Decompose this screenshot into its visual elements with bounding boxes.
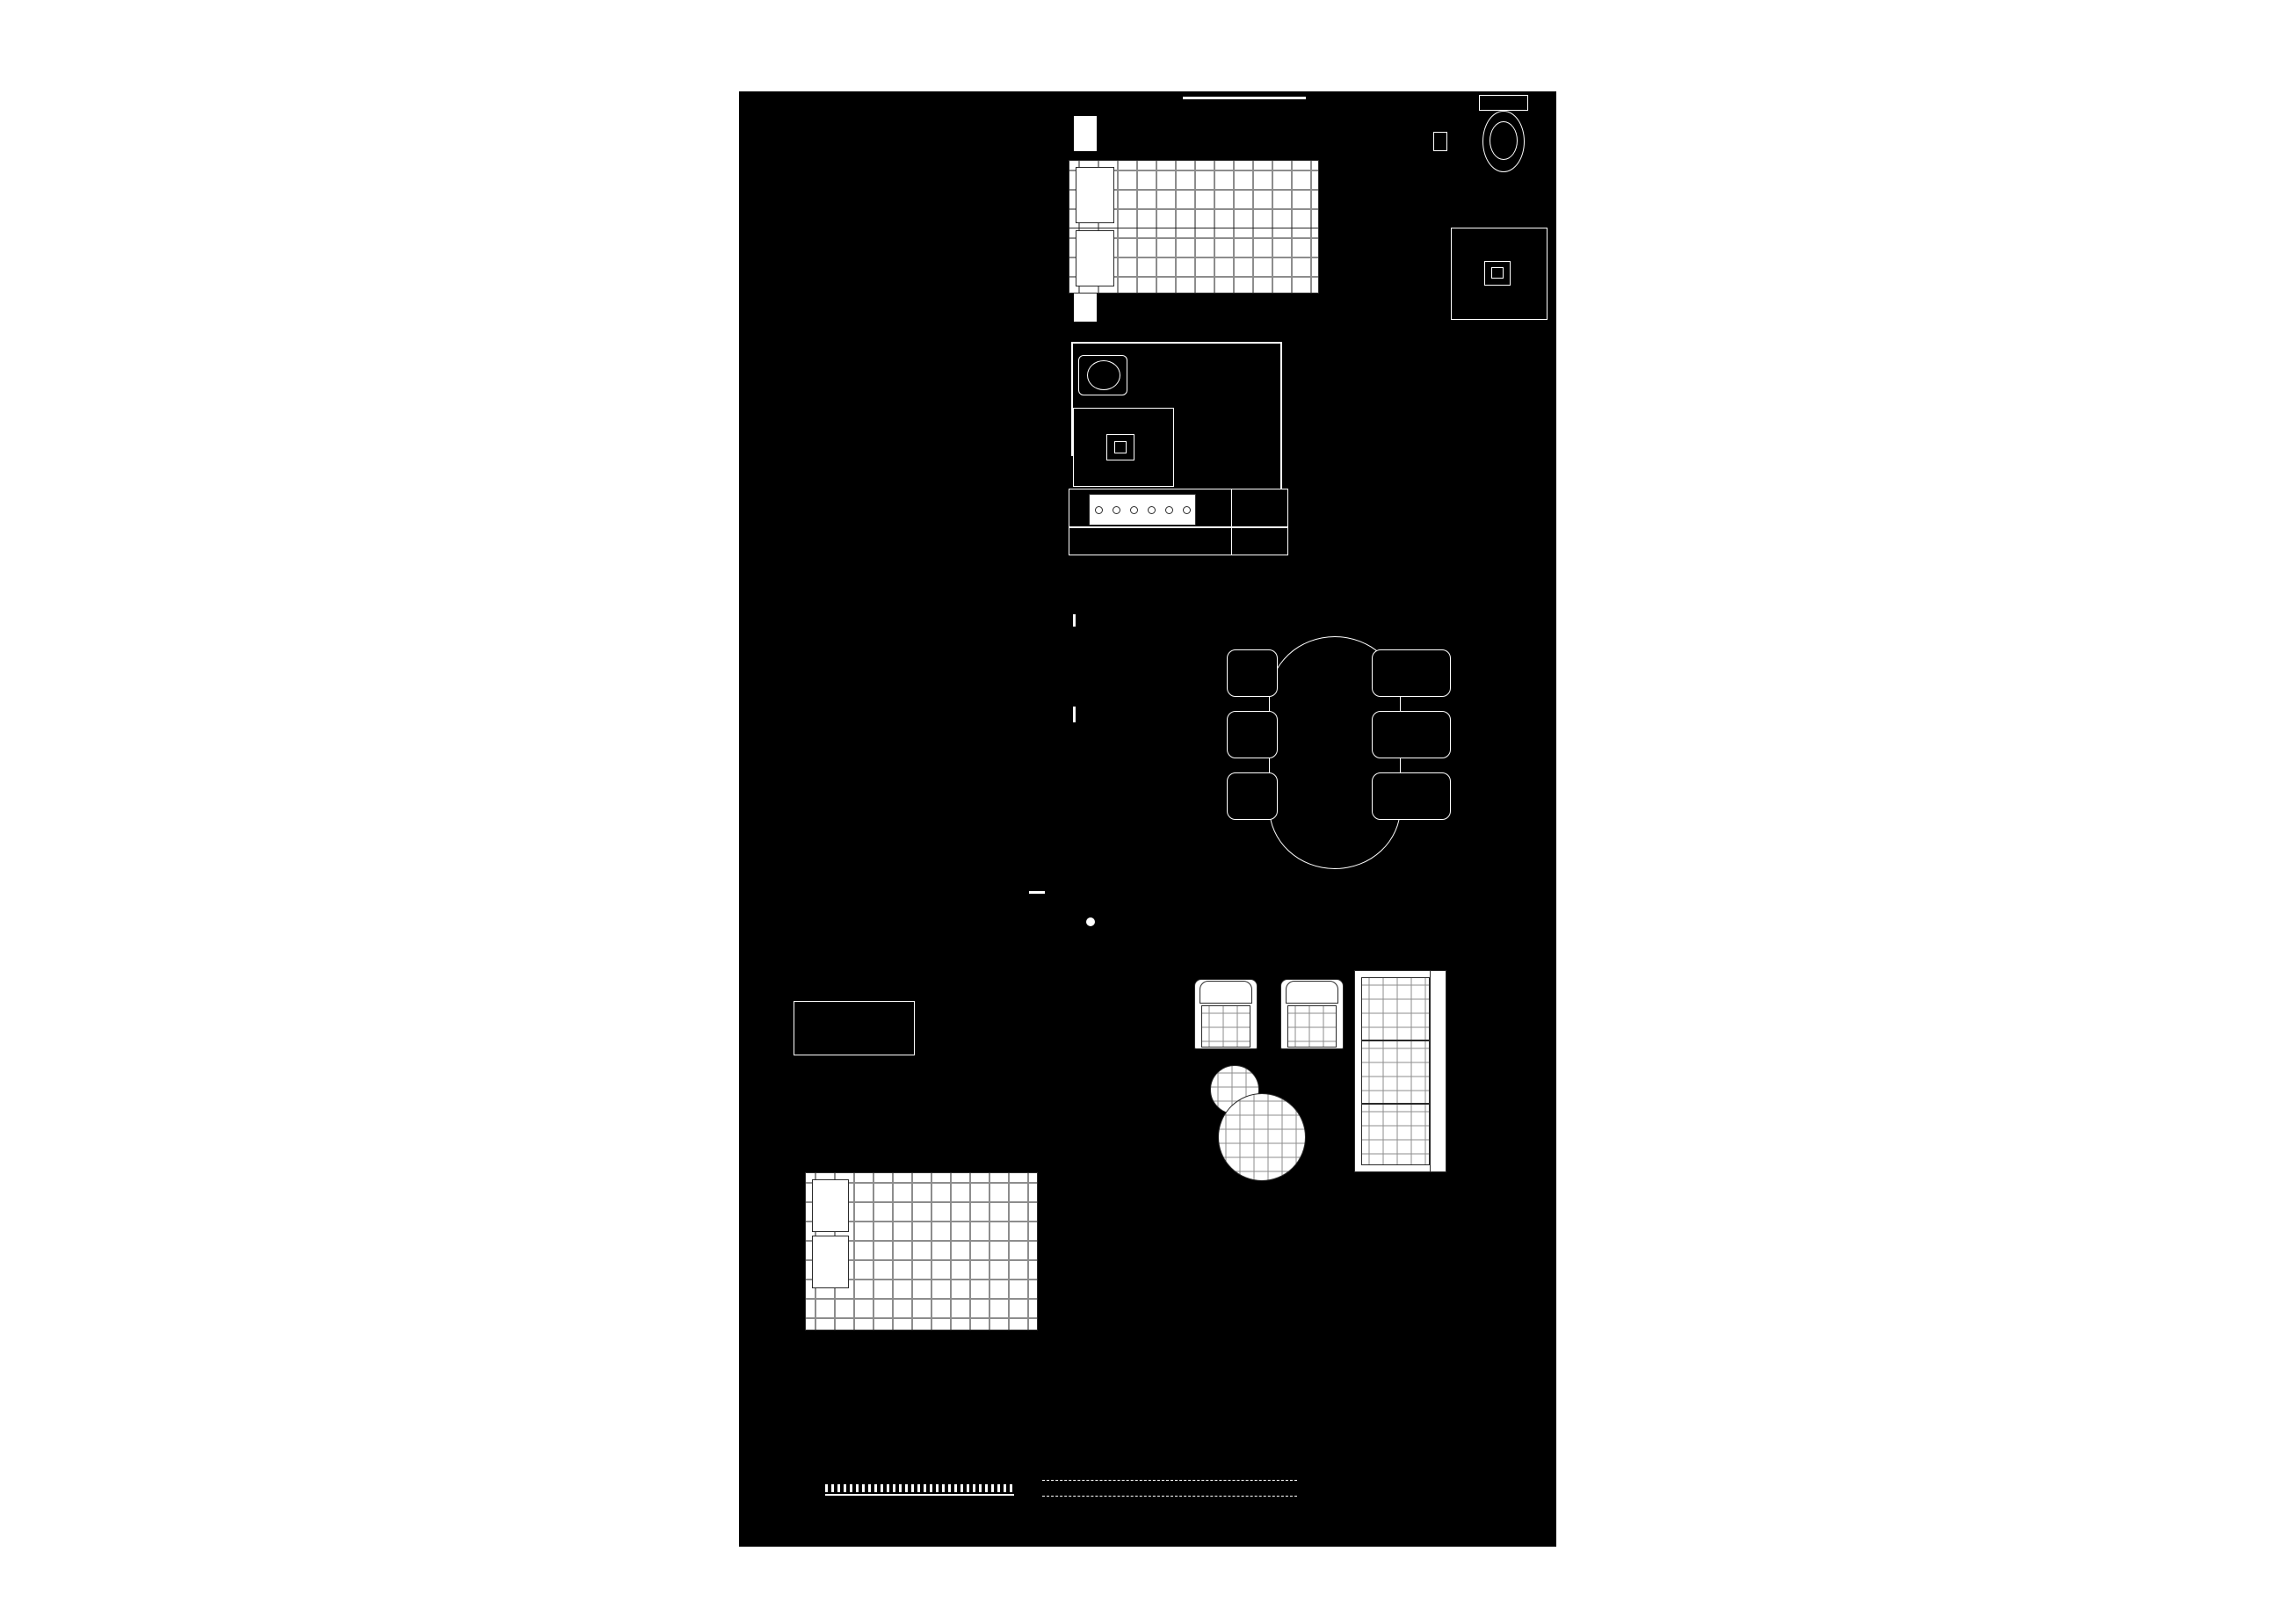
- burner: [1130, 506, 1138, 514]
- shower-upper-drain-inner: [1491, 267, 1504, 279]
- partition-kitchen-right: [1280, 342, 1282, 496]
- bed-lower-pillow-1: [812, 1179, 849, 1232]
- toilet-upper-tank: [1479, 95, 1528, 111]
- burner: [1183, 506, 1191, 514]
- corridor-mark-4: [1086, 917, 1095, 926]
- dining-table: [2101, 91, 2103, 93]
- sofa-cushion-3: [1361, 1104, 1430, 1165]
- bottom-extent-dashed-2: [1042, 1496, 1297, 1497]
- cooktop: [1089, 494, 1196, 526]
- kitchen-counter-ext: [1231, 489, 1288, 555]
- dining-chair-right-3: [1372, 772, 1451, 820]
- armchair-2-seat: [1287, 1005, 1337, 1048]
- coffee-table-big: [1218, 1093, 1306, 1181]
- burner: [1113, 506, 1120, 514]
- dining-chair-left-3: [1227, 772, 1278, 820]
- corridor-mark-1: [1073, 614, 1076, 627]
- wc-lower-bowl: [1087, 360, 1120, 390]
- armchair-1-seat: [1201, 1005, 1250, 1048]
- dining-chair-right-1: [1372, 649, 1451, 697]
- top-wall-line: [1183, 97, 1306, 99]
- dining-chair-right-2: [1372, 711, 1451, 758]
- armchair-2-back: [1286, 981, 1338, 1004]
- burner: [1095, 506, 1103, 514]
- counter-edge-line: [1069, 526, 1288, 528]
- sideboard: [794, 1001, 915, 1055]
- burner: [1148, 506, 1156, 514]
- partition-kitchen-top: [1071, 342, 1282, 344]
- entry-threshold: [825, 1484, 1014, 1492]
- floor-plan-sheet: [739, 91, 1556, 1547]
- cooktop-burners: [1090, 495, 1195, 525]
- toilet-upper-seat-line: [1490, 121, 1518, 160]
- sofa-cushion-2: [1361, 1040, 1430, 1104]
- bottom-extent-dashed: [1042, 1480, 1297, 1481]
- armchair-1-back: [1200, 981, 1252, 1004]
- entry-threshold-underline: [825, 1494, 1014, 1496]
- shower-lower-drain-inner: [1114, 441, 1127, 453]
- corridor-mark-3: [1029, 891, 1045, 894]
- sofa-cushion-1: [1361, 977, 1430, 1040]
- basin-small-upper: [1433, 132, 1447, 151]
- corridor-mark-2: [1073, 707, 1076, 722]
- window-top-left: [1074, 116, 1097, 151]
- dining-chair-left-2: [1227, 711, 1278, 758]
- bed-upper-pillow-2: [1076, 230, 1114, 286]
- bed-lower-pillow-2: [812, 1236, 849, 1288]
- bed-upper-pillow-1: [1076, 167, 1114, 223]
- dining-chair-left-1: [1227, 649, 1278, 697]
- burner: [1165, 506, 1173, 514]
- sofa-arm-right: [1430, 970, 1446, 1172]
